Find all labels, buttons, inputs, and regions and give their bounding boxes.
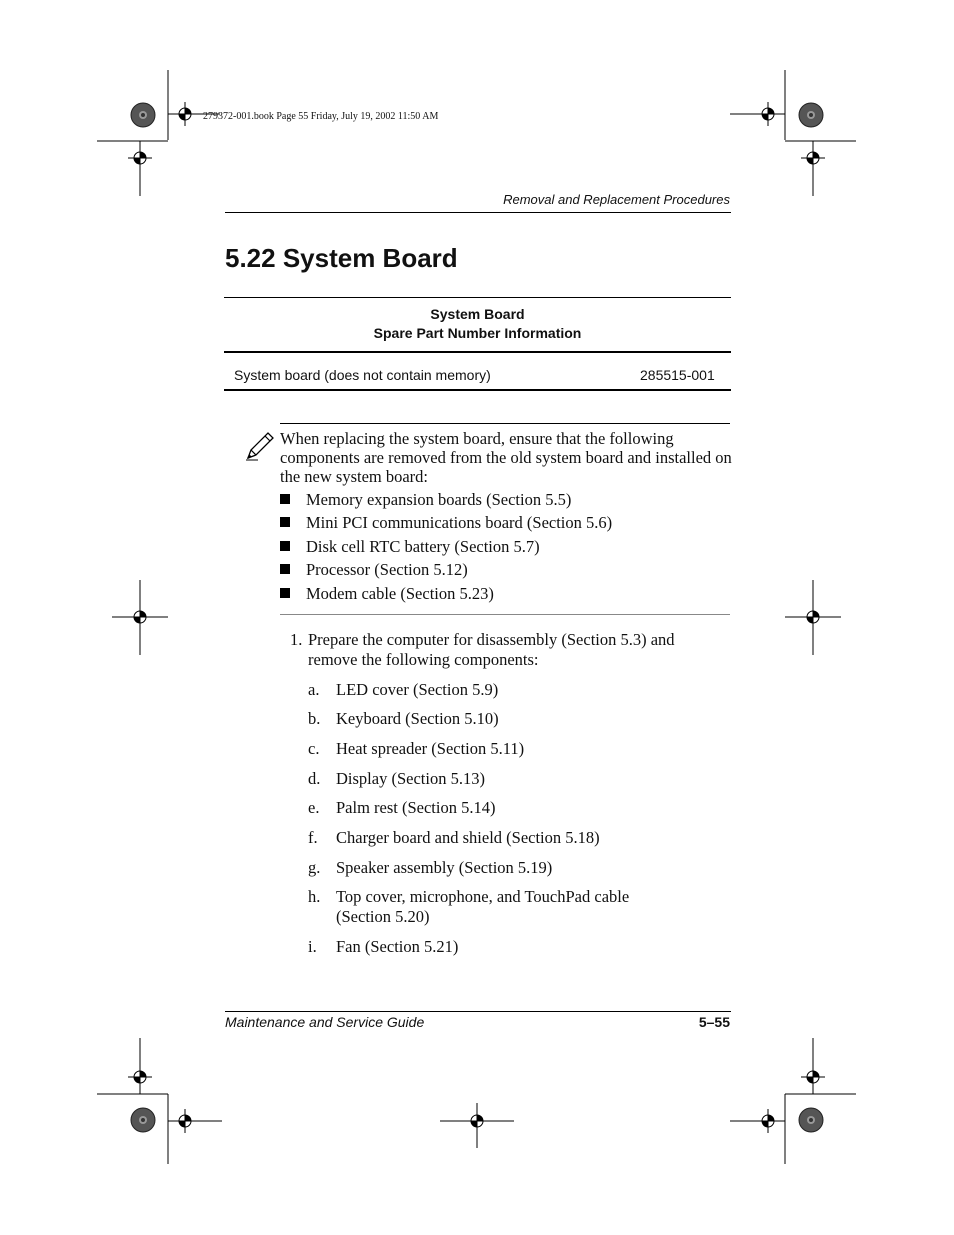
bullet-square-icon	[280, 564, 290, 574]
table-header-subtitle: Spare Part Number Information	[373, 325, 582, 341]
sub-step-letter: d.	[308, 769, 321, 788]
step-number: 1.	[290, 630, 303, 649]
sub-step-text: Heat spreader (Section 5.11)	[336, 739, 525, 758]
sub-step-letter: h.	[308, 887, 321, 906]
sub-step-letter: b.	[308, 709, 321, 728]
note-bullet-text: Memory expansion boards (Section 5.5)	[306, 490, 572, 509]
note-bullet-text: Disk cell RTC battery (Section 5.7)	[306, 537, 540, 556]
sub-step-text: Palm rest (Section 5.14)	[336, 798, 496, 817]
table-top-rule	[224, 297, 731, 298]
sub-step-letter: e.	[308, 798, 320, 817]
bullet-square-icon	[280, 517, 290, 527]
table-header-title: System Board	[430, 306, 525, 322]
note-top-rule	[280, 423, 730, 424]
table-cell-description: System board (does not contain memory)	[234, 367, 491, 383]
sub-step-letter: i.	[308, 937, 317, 956]
bullet-square-icon	[280, 541, 290, 551]
note-bottom-rule	[280, 614, 730, 615]
sub-step-text: Speaker assembly (Section 5.19)	[336, 858, 553, 877]
footer-title: Maintenance and Service Guide	[225, 1014, 425, 1030]
note-bullet-text: Modem cable (Section 5.23)	[306, 584, 494, 603]
sub-step-letter: a.	[308, 680, 320, 699]
pencil-note-icon	[244, 430, 276, 462]
note-text: When replacing the system board, ensure that the following components are removed from the old system board and installed on the new system board:	[280, 429, 732, 486]
note-bullet	[280, 490, 571, 510]
footer-rule	[225, 1011, 731, 1012]
book-stamp: 279372-001.book Page 55 Friday, July 19, 2002 11:50 AM	[203, 111, 439, 122]
sub-step-text: Top cover, microphone, and TouchPad cable (Section 5.20)	[336, 887, 630, 926]
sub-step-letter: f.	[308, 828, 318, 847]
sub-step-letter: g.	[308, 858, 321, 877]
sub-step-text: Fan (Section 5.21)	[336, 937, 459, 956]
bullet-square-icon	[280, 588, 290, 598]
note-bullet	[280, 513, 612, 533]
step-text: Prepare the computer for disassembly (Section 5.3) and remove the following components:	[308, 630, 675, 669]
table-bottom-rule	[224, 389, 731, 391]
table-cell-part-number: 285515-001	[640, 367, 715, 383]
running-header: Removal and Replacement Procedures	[503, 192, 730, 207]
sub-step-text: Keyboard (Section 5.10)	[336, 709, 499, 728]
note-bullet-text: Mini PCI communications board (Section 5.6)	[306, 513, 613, 532]
note-bullet	[280, 560, 468, 580]
table-header-rule	[224, 351, 731, 353]
note-bullet	[280, 584, 494, 604]
header-rule	[225, 212, 731, 213]
sub-step-letter: c.	[308, 739, 320, 758]
sub-step-text: Charger board and shield (Section 5.18)	[336, 828, 600, 847]
note-bullet	[280, 537, 540, 557]
bullet-square-icon	[280, 494, 290, 504]
section-title: 5.22 System Board	[225, 243, 458, 273]
sub-step-text: LED cover (Section 5.9)	[336, 680, 499, 699]
sub-step-text: Display (Section 5.13)	[336, 769, 485, 788]
page-number: 5–55	[698, 1014, 730, 1030]
note-bullet-text: Processor (Section 5.12)	[306, 560, 468, 579]
